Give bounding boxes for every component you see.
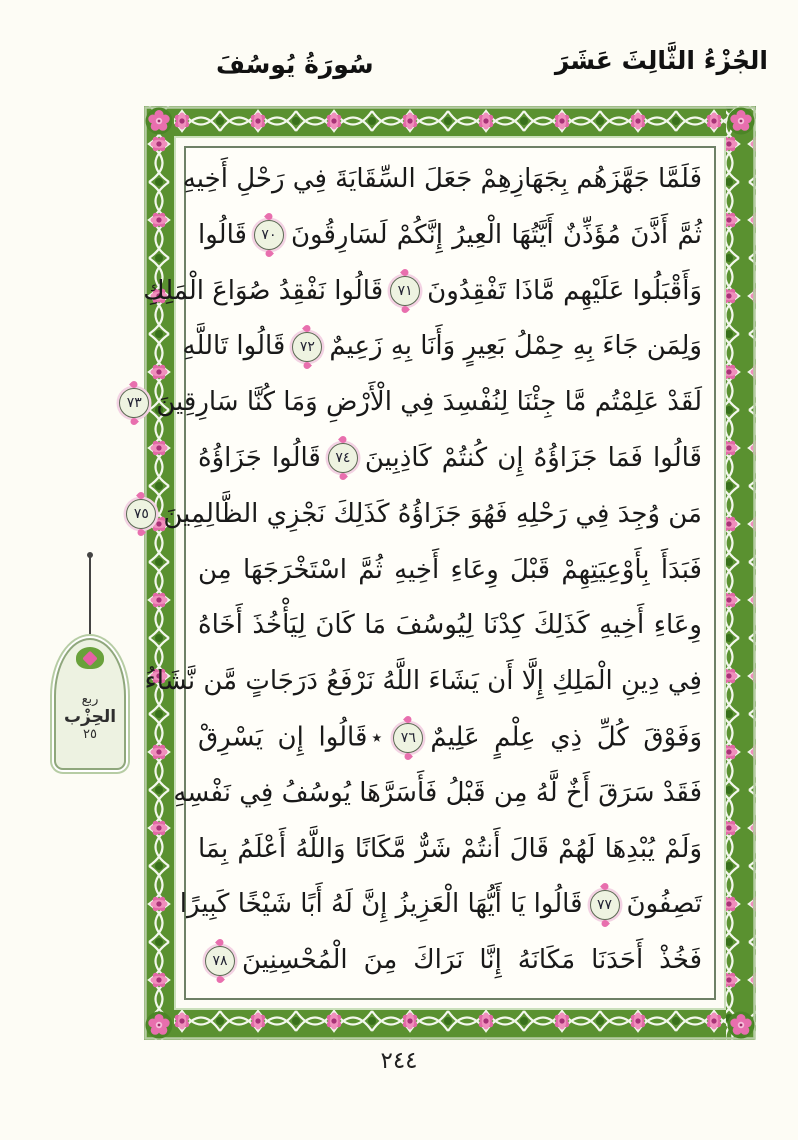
quran-words: فَخُذْ أَحَدَنَا مَكَانَهُ إِنَّا نَرَاكَ مِنَ الْمُحْسِنِينَ	[242, 945, 702, 976]
hizb-marker-text	[56, 692, 124, 743]
decorative-border-frame	[126, 106, 756, 1040]
quran-words: لَقَدْ عَلِمْتُم مَّا جِئْنَا لِنُفْسِدَ فِي الْأَرْضِ وَمَا كُنَّا سَارِقِينَ	[156, 387, 702, 418]
quran-words: قَالُوا يَا أَيُّهَا الْعَزِيزُ إِنَّ لَهُ أَبًا شَيْخًا كَبِيرًا	[179, 889, 583, 920]
ayah-number-medallion: ٧٨	[205, 946, 235, 976]
quran-words: قَالُوا فَمَا جَزَاؤُهُ إِن كُنتُمْ كَاذِبِينَ	[364, 442, 702, 473]
quran-words: قَالُوا إِن يَسْرِقْ	[198, 722, 368, 753]
quran-words: قَالُوا جَزَاؤُهُ	[198, 442, 321, 473]
quran-line	[198, 933, 702, 989]
quran-words: فَبَدَأَ بِأَوْعِيَتِهِمْ قَبْلَ وِعَاءِ أَخِيهِ ثُمَّ اسْتَخْرَجَهَا مِن	[198, 554, 702, 585]
quarter-hizb-marker	[54, 638, 126, 770]
quran-words: قَالُوا تَاللَّهِ	[182, 331, 286, 362]
hizb-label-hizb: الحِزْب	[63, 707, 117, 728]
quran-line	[198, 822, 702, 878]
quran-words: وَأَقْبَلُوا عَلَيْهِم مَّاذَا تَفْقِدُونَ	[427, 275, 702, 306]
quran-line	[143, 264, 702, 320]
quran-line	[198, 710, 702, 766]
quran-words: قَالُوا	[198, 219, 247, 250]
juz-title: الجُزْءُ الثَّالِثَ عَشَرَ	[554, 46, 768, 75]
quran-line	[198, 543, 702, 599]
rub-el-hizb-star-icon: ٭	[371, 724, 383, 749]
ayah-number-medallion: ٧٧	[590, 890, 620, 920]
flower-ornament-icon	[76, 647, 104, 669]
ayah-number-medallion: ٧٠	[254, 220, 284, 250]
quran-line	[144, 654, 702, 710]
quran-words: وَلِمَن جَاءَ بِهِ حِمْلُ بَعِيرٍ وَأَنَا بِهِ زَعِيمٌ	[329, 331, 702, 362]
surah-title: سُورَةُ يُوسُفَ	[216, 50, 374, 79]
quran-words: فَقَدْ سَرَقَ أَخٌ لَّهُ مِن قَبْلُ فَأَسَرَّهَا يُوسُفُ فِي نَفْسِهِ	[173, 777, 702, 808]
quran-line	[198, 431, 702, 487]
quran-words: فَلَمَّا جَهَّزَهُم بِجَهَازِهِمْ جَعَلَ السِّقَايَةَ فِي رَحْلِ أَخِيهِ	[182, 164, 702, 194]
quran-line	[182, 152, 702, 208]
ayah-number-medallion: ٧٤	[328, 443, 358, 473]
quran-words: فِي دِينِ الْمَلِكِ إِلَّا أَن يَشَاءَ اللَّهُ نَرْفَعُ دَرَجَاتٍ مَّن نَّشَاءُ	[144, 666, 702, 697]
quran-words: تَصِفُونَ	[626, 889, 702, 920]
quran-words: وَفَوْقَ كُلِّ ذِي عِلْمٍ عَلِيمٌ	[430, 722, 702, 753]
ayah-number-medallion: ٧٣	[119, 388, 149, 418]
page-number: ٢٤٤	[380, 1048, 418, 1074]
ayah-number-medallion: ٧٢	[292, 332, 322, 362]
quran-text	[126, 152, 702, 994]
quran-text-box	[126, 146, 716, 1000]
quran-words: مَن وُجِدَ فِي رَحْلِهِ فَهُوَ جَزَاؤُهُ كَذَلِكَ نَجْزِي الظَّالِمِينَ	[163, 498, 702, 529]
quran-line	[126, 375, 702, 431]
quran-words: ثُمَّ أَذَّنَ مُؤَذِّنٌ أَيَّتُهَا الْعِيرُ إِنَّكُمْ لَسَارِقُونَ	[290, 219, 702, 250]
quran-line	[182, 319, 702, 375]
quran-words: وَلَمْ يُبْدِهَا لَهُمْ قَالَ أَنتُمْ شَرٌّ مَّكَانًا وَاللَّهُ أَعْلَمُ بِمَا	[198, 833, 702, 864]
hizb-marker-stem	[89, 556, 91, 640]
quran-line	[198, 598, 702, 654]
quran-line	[173, 766, 702, 822]
quran-line	[198, 208, 702, 264]
quran-line	[179, 877, 702, 933]
quran-words: وِعَاءِ أَخِيهِ كَذَلِكَ كِدْنَا لِيُوسُفَ مَا كَانَ لِيَأْخُذَ أَخَاهُ	[198, 610, 702, 641]
ayah-number-medallion: ٧١	[390, 276, 420, 306]
hizb-label-rub: ربع	[81, 692, 99, 707]
ayah-number-medallion: ٧٦	[393, 723, 423, 753]
ayah-number-medallion: ٧٥	[126, 499, 156, 529]
quran-line	[133, 487, 702, 543]
quran-words: قَالُوا نَفْقِدُ صُوَاعَ الْمَلِكِ	[143, 275, 384, 306]
hizb-number: ٢٥	[83, 727, 97, 743]
